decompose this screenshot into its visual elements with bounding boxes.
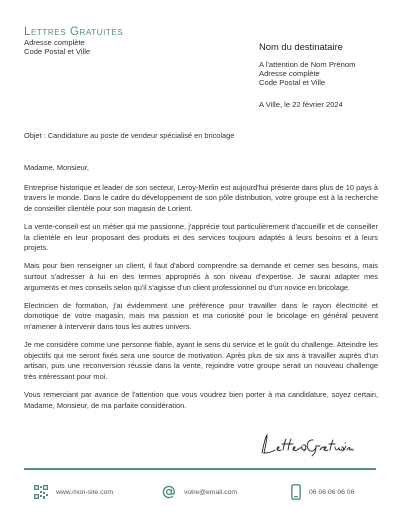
body-paragraph: La vente-conseil est un métier qui me passionne, j'apprécie tout particulièrement d'accueillir et de conseiller la clientèle en leur proposant des produits et des services toujours adaptés à leurs besoins et à leurs projets. bbox=[24, 221, 378, 253]
letter-date: A Ville, le 22 février 2024 bbox=[259, 100, 343, 109]
recipient-postal: Code Postal et Ville bbox=[259, 78, 326, 88]
sender-name: Lettres Gratuites bbox=[24, 26, 124, 38]
recipient-attention: A l'attention de Nom Prénom bbox=[259, 60, 356, 69]
footer-email-text[interactable]: votre@email.com bbox=[184, 488, 237, 496]
footer-site-text[interactable]: www.mon-site.com bbox=[56, 488, 114, 496]
smartphone-icon bbox=[291, 484, 301, 500]
letter-body bbox=[24, 163, 378, 419]
sender-address: Adresse complète bbox=[24, 38, 85, 47]
footer-phone-text[interactable]: 06 06 06 06 06 bbox=[309, 488, 355, 496]
body-paragraph: Vous remerciant par avance de l'attention que vous voudrez bien porter à ma candidature, soyez certain, Madame, Monsieur, de ma parfaite considération. bbox=[24, 390, 378, 410]
recipient-block bbox=[259, 41, 389, 88]
salutation: Madame, Monsieur, bbox=[24, 163, 89, 172]
body-paragraph: Electricien de formation, j'ai évidemment une préférence pour travailler dans le rayon électricité et domotique de votre magasin, mais ma passion et ma curiosité pour le bricolage en général peuvent m'amener à intervenir dans tous les autres univers. bbox=[24, 300, 378, 331]
footer-divider bbox=[24, 468, 376, 470]
at-sign-icon bbox=[162, 485, 176, 499]
body-paragraph: Mais pour bien renseigner un client, il faut d'abord comprendre sa demande et cerner ses besoins, mais surtout s'adresser à lui en des termes appropriés à son niveau d'expertise. Je saurai adapter mes arguments et mes conseils selon qu'il s'agisse d'un client professionnel ou d'un novice en bricolage. bbox=[24, 261, 378, 292]
sender-postal: Code Postal et Ville bbox=[24, 47, 91, 57]
recipient-address: Adresse complète bbox=[259, 69, 320, 79]
recipient-name: Nom du destinataire bbox=[259, 41, 343, 52]
body-paragraph: Entreprise historique et leader de son secteur, Leroy-Merlin est aujourd'hui présente dans plus de 10 pays à travers le monde. Dans le cadre du développement de son pôle distribution, votre groupe est à la recherche de conseiller clientèle pour son magasin de Lorient. bbox=[24, 182, 378, 213]
handwritten-signature bbox=[258, 431, 354, 462]
sender-block bbox=[24, 26, 123, 57]
letter-subject: Objet : Candidature au poste de vendeur spécialisé en bricolage bbox=[24, 131, 235, 140]
footer-site bbox=[34, 482, 113, 502]
footer-email bbox=[162, 482, 237, 502]
body-paragraph: Je me considère comme une personne fiable, ayant le sens du service et le goût du challenge. Atteindre les objectifs qui me seront fixés sera une source de motivation. Après plus de six ans à travailler auprès d'un artisan, puis une reconversion réussie dans la vente, rejoindre votre groupe serait un nouveau challenge très intéressant pour moi. bbox=[24, 340, 378, 381]
qr-code-icon bbox=[34, 485, 48, 499]
footer-phone bbox=[291, 482, 354, 502]
